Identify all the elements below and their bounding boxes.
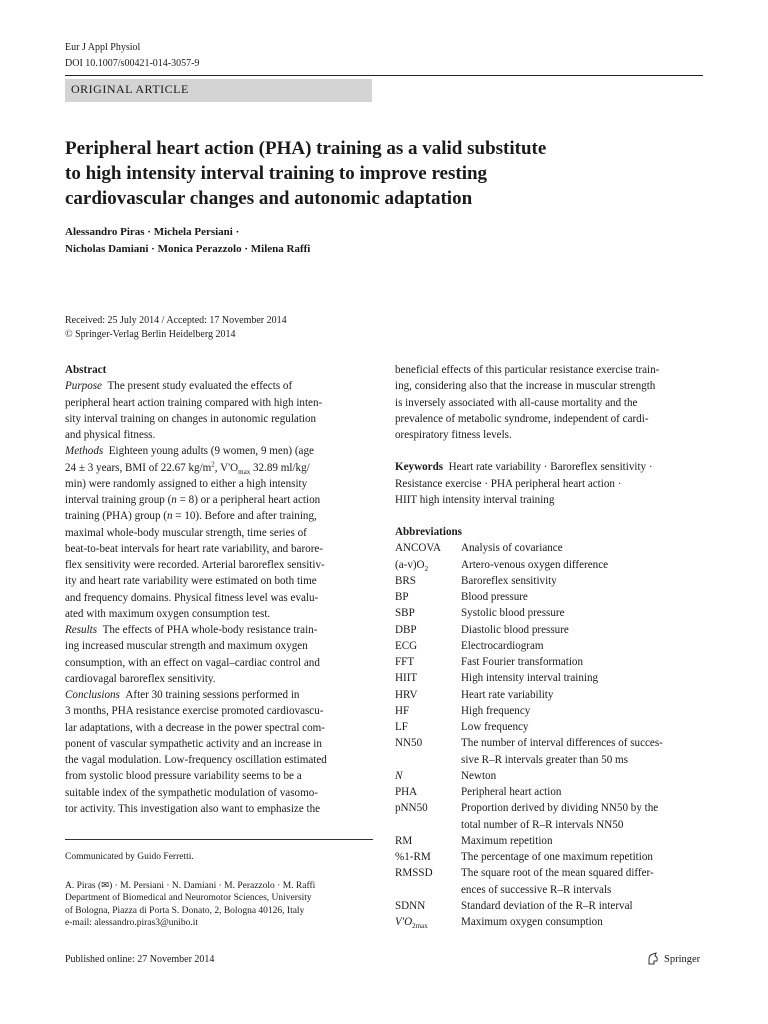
abstract-continued: prevalence of metabolic syndrome, independent of cardi- xyxy=(395,412,649,425)
abstract-continued: is inversely associated with all-cause mortality and the xyxy=(395,396,638,409)
abbreviation-definition: Artero-venous oxygen difference xyxy=(461,558,609,571)
abbreviations-list xyxy=(395,540,703,930)
affiliation-block xyxy=(65,880,373,930)
abbreviation-definition: Baroreflex sensitivity xyxy=(461,574,557,587)
abbreviation-term: NN50 xyxy=(395,737,423,750)
abbreviation-row xyxy=(395,800,703,833)
abbreviation-row xyxy=(395,573,703,589)
abbreviation-term: DBP xyxy=(395,623,417,636)
received-date: Received: 25 July 2014 / Accepted: 17 November 2014 xyxy=(65,315,287,326)
abstract-line: ity and heart rate variability were estimated on both time xyxy=(65,575,317,588)
abbreviation-row xyxy=(395,784,703,800)
abstract-line: from systolic blood pressure variability seems to be a xyxy=(65,770,302,783)
abbreviation-definition: The number of interval differences of succes- sive R–R intervals greater than 50 ms xyxy=(461,737,663,766)
keywords-line: Resistance exercise · PHA peripheral heart action · xyxy=(395,477,622,490)
title-line: Peripheral heart action (PHA) training as a valid substitute xyxy=(65,138,547,159)
abbreviation-term: HIIT xyxy=(395,672,418,685)
abbreviation-term: BRS xyxy=(395,574,416,587)
abbreviation-definition: Maximum oxygen consumption xyxy=(461,916,603,928)
title-line: to high intensity interval training to improve resting xyxy=(65,163,488,184)
abbreviation-term: ECG xyxy=(395,639,418,652)
abbreviation-row xyxy=(395,865,703,898)
abbreviation-row xyxy=(395,622,703,638)
abstract-line: cardiovagal baroreflex sensitivity. xyxy=(65,672,216,685)
abbreviation-term: RM xyxy=(395,834,413,847)
communicated-by: Communicated by Guido Ferretti. xyxy=(65,852,194,862)
abbreviation-term: PHA xyxy=(395,786,418,798)
abstract-line: training (PHA) group (n = 10). Before and after training, xyxy=(65,510,317,523)
author-list xyxy=(65,224,310,258)
article-type: ORIGINAL ARTICLE xyxy=(71,82,189,96)
abstract-line: suitable index of the sympathetic modulation of vasomo- xyxy=(65,786,318,799)
abstract-line: lar adaptations, with a decrease in the power spectral com- xyxy=(65,721,325,734)
abstract-line: tor activity. This investigation also want to emphasize the xyxy=(65,802,321,815)
abbreviation-row xyxy=(395,605,703,621)
abbreviation-definition: Heart rate variability xyxy=(461,688,554,701)
abbreviation-term: pNN50 xyxy=(395,802,428,815)
abbreviation-row xyxy=(395,654,703,670)
abstract-line: Results The effects of PHA whole-body resistance train- xyxy=(65,624,318,636)
journal-name: Eur J Appl Physiol xyxy=(65,42,141,53)
abstract-line: sity interval training on changes in autonomic regulation xyxy=(65,412,317,425)
abbreviation-row xyxy=(395,833,703,849)
abstract-line: interval training group (n = 8) or a peripheral heart action xyxy=(65,494,321,506)
abbreviation-row xyxy=(395,719,703,735)
abbreviation-row xyxy=(395,670,703,686)
abbreviation-row xyxy=(395,914,703,930)
abstract-line: 24 ± 3 years, BMI of 22.67 $kg/m^2$, $V'O_{max}$ 32.89 ml/kg/ xyxy=(65,459,310,476)
abstract-heading: Abstract xyxy=(65,364,107,376)
keywords-line: HIIT high intensity interval training xyxy=(395,493,555,506)
abbreviation-definition: Maximum repetition xyxy=(461,834,553,847)
author-line: Nicholas Damiani · Monica Perazzolo · Milena Raffi xyxy=(65,243,311,255)
abbreviation-definition: Newton xyxy=(461,769,497,782)
springer-horse-icon xyxy=(646,952,660,966)
abstract-line: ing increased muscular strength and maximum oxygen xyxy=(65,640,308,653)
affiliation-line: of Bologna, Piazza di Porta S. Donato, 2, Bologna 40126, Italy xyxy=(65,905,305,916)
abstract-line: 3 months, PHA resistance exercise promoted cardiovascu- xyxy=(65,705,324,718)
copyright-notice: © Springer-Verlag Berlin Heidelberg 2014 xyxy=(65,329,236,340)
affiliation-line: Department of Biomedical and Neuromotor Sciences, University xyxy=(65,893,312,904)
abstract-line: and physical fitness. xyxy=(65,429,156,441)
abstract-continued: orespiratory fitness levels. xyxy=(395,429,512,441)
abstract-line: and frequency domains. Physical fitness level was evalu- xyxy=(65,591,319,604)
purpose-label: Purpose xyxy=(65,380,102,393)
abstract-line: ponent of vascular sympathetic activity and an increase in xyxy=(65,737,322,750)
title-line: cardiovascular changes and autonomic adaptation xyxy=(65,188,473,209)
published-online: Published online: 27 November 2014 xyxy=(65,954,215,965)
abbreviation-term: HF xyxy=(395,704,410,717)
abbreviation-row xyxy=(395,540,703,556)
abbreviation-term: ANCOVA xyxy=(395,542,442,555)
abstract-line: consumption, with an effect on vagal–cardiac control and xyxy=(65,656,320,669)
abbreviation-definition: Analysis of covariance xyxy=(461,542,563,555)
abstract-continued: beneficial effects of this particular resistance exercise train- xyxy=(395,364,660,376)
abstract-line: beat-to-beat intervals for heart rate variability, and barore- xyxy=(65,542,324,555)
abstract-line: ated with maximum oxygen consumption test. xyxy=(65,607,271,620)
abbreviation-term: $V'O_{2max}$ xyxy=(395,916,428,931)
results-label: Results xyxy=(65,624,98,636)
abbreviation-term: $(a-v)O_2$ xyxy=(395,558,429,573)
doi[interactable]: DOI 10.1007/s00421-014-3057-9 xyxy=(65,58,200,69)
abbreviation-term: %1-RM xyxy=(395,851,431,863)
right-column xyxy=(395,362,703,930)
abbreviation-term: FFT xyxy=(395,656,415,668)
abbreviation-term: BP xyxy=(395,591,409,603)
article-type-band xyxy=(65,79,372,102)
abbreviation-definition: High frequency xyxy=(461,704,531,717)
header-rule xyxy=(65,75,703,76)
abbreviation-term: SBP xyxy=(395,607,415,620)
abbreviation-row xyxy=(395,687,703,703)
abstract-line: the vagal modulation. Low-frequency oscillation estimated xyxy=(65,754,327,766)
publisher-name: Springer xyxy=(664,953,701,965)
abbreviation-term: RMSSD xyxy=(395,867,433,880)
journal-header xyxy=(65,40,199,72)
abbreviation-row xyxy=(395,735,703,768)
abbreviation-definition: Standard deviation of the R–R interval xyxy=(461,899,633,912)
keywords-line: Keywords Heart rate variability · Baroreflex sensitivity · xyxy=(395,461,653,474)
abbreviation-row xyxy=(395,849,703,865)
abbreviation-row xyxy=(395,703,703,719)
abbreviation-definition: High intensity interval training xyxy=(461,672,599,685)
abbreviations-heading: Abbreviations xyxy=(395,526,462,538)
affiliation-line: A. Piras (✉) · M. Persiani · N. Damiani · M. Perazzolo · M. Raffi xyxy=(65,881,316,891)
abstract-continued: ing, considering also that the increase in muscular strength xyxy=(395,380,656,393)
abstract-line: min) were randomly assigned to either a high intensity xyxy=(65,477,308,490)
article-dates xyxy=(65,314,287,342)
paper-title xyxy=(65,136,685,211)
abbreviation-row xyxy=(395,768,703,784)
abbreviation-definition: Proportion derived by dividing NN50 by the total number of R–R intervals NN50 xyxy=(461,802,659,831)
abbreviation-definition: The square root of the mean squared differ- ences of successive R–R intervals xyxy=(461,867,654,896)
abbreviation-definition: Fast Fourier transformation xyxy=(461,656,584,668)
abbreviation-definition: Electrocardiogram xyxy=(461,639,544,652)
abstract-line: Purpose The present study evaluated the effects of xyxy=(65,380,293,393)
methods-label: Methods xyxy=(65,445,104,458)
conclusions-label: Conclusions xyxy=(65,689,120,701)
abstract-line: Conclusions After 30 training sessions performed in xyxy=(65,689,300,701)
email-link[interactable]: e-mail: alessandro.piras3@unibo.it xyxy=(65,918,199,929)
abbreviation-definition: Low frequency xyxy=(461,721,529,733)
abstract-line: Methods Eighteen young adults (9 women, 9 men) (age xyxy=(65,445,314,458)
abbreviation-term: SDNN xyxy=(395,899,426,912)
abbreviation-definition: Blood pressure xyxy=(461,591,528,603)
abbreviation-term: LF xyxy=(395,721,408,733)
abstract-line: peripheral heart action training compared with high inten- xyxy=(65,396,323,409)
keywords-label: Keywords xyxy=(395,461,444,474)
abbreviation-definition: Diastolic blood pressure xyxy=(461,623,569,636)
abbreviation-row xyxy=(395,638,703,654)
abbreviation-definition: Peripheral heart action xyxy=(461,786,562,798)
abstract-section xyxy=(65,362,373,817)
abstract-line: flex sensitivity were recorded. Arterial baroreflex sensitiv- xyxy=(65,559,325,571)
abbreviation-term: N xyxy=(395,769,403,782)
abstract-line: maximal whole-body muscular strength, time series of xyxy=(65,526,307,539)
abbreviation-definition: The percentage of one maximum repetition xyxy=(461,851,653,863)
abbreviation-row xyxy=(395,589,703,605)
publisher-logo[interactable] xyxy=(646,952,700,966)
abbreviation-term: HRV xyxy=(395,688,418,701)
abbreviation-row xyxy=(395,557,703,573)
footnote-rule xyxy=(65,839,373,840)
abbreviation-row xyxy=(395,898,703,914)
author-line: Alessandro Piras · Michela Persiani · xyxy=(65,226,240,238)
abbreviation-definition: Systolic blood pressure xyxy=(461,607,565,620)
